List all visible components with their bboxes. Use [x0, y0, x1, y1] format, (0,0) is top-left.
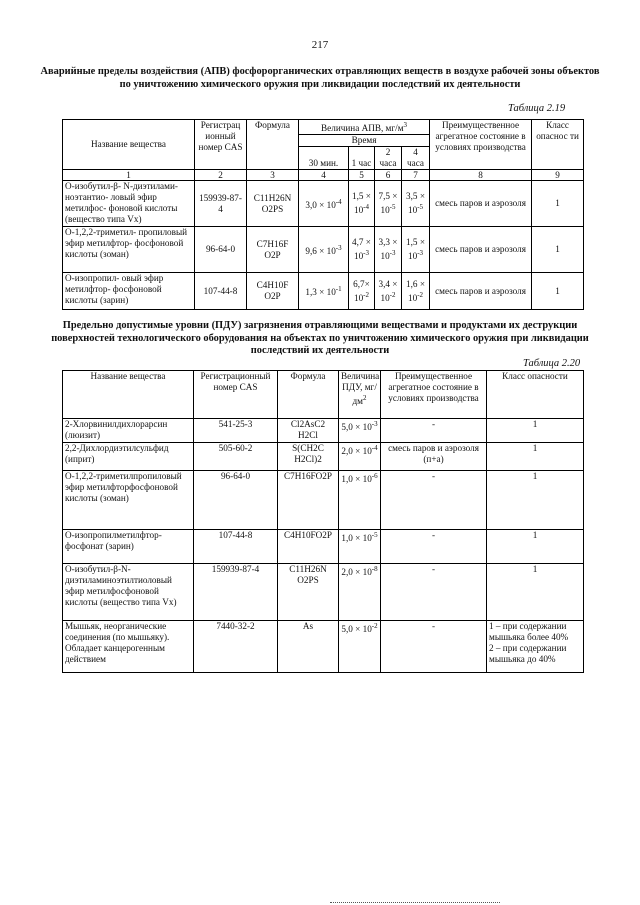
hazard-class: 1 [532, 181, 584, 227]
col-number: 2 [195, 170, 247, 181]
cas-number: 505-60-2 [194, 443, 278, 471]
aggregate-state: - [381, 419, 487, 443]
header-apv: Величина АПВ, $мг/м^3$ [299, 120, 430, 135]
hazard-class-line: 1 – при содержании мышьяка более 40% [489, 621, 569, 642]
cas-number: 541-25-3 [194, 419, 278, 443]
cas-number: 107-44-8 [195, 273, 247, 310]
hazard-class: 1 [532, 227, 584, 273]
aggregate-state: смесь паров и аэрозоля [430, 181, 532, 227]
formula: C4H10FO2P [278, 530, 339, 564]
table-row [63, 443, 584, 471]
apv-1h: $6,7\times 10^{-2}$ [349, 273, 375, 310]
aggregate-state: смесь паров и аэрозоля [430, 273, 532, 310]
pdu-value: $5,0 \times 10^{-3}$ [339, 419, 381, 443]
formula: C7H16F O2P [247, 227, 299, 273]
hazard-class [487, 621, 584, 673]
header-pdu: Величина ПДУ, $мг/дм^2$ [339, 371, 381, 419]
bottom-dotted-rule [330, 902, 500, 903]
formula: C7H16FO2P [278, 471, 339, 530]
hazard-class: 1 [487, 471, 584, 530]
table-2-19-caption: Таблица 2.19 [508, 103, 566, 114]
apv-1h: $4,7 \times 10^{-3}$ [349, 227, 375, 273]
header-state: Преимущественное агрегатное состояние в условиях производства [430, 120, 532, 170]
pdu-value: $1,0 \times 10^{-5}$ [339, 530, 381, 564]
cas-number: 7440-32-2 [194, 621, 278, 673]
apv-2h: $3,3 \times 10^{-3}$ [375, 227, 402, 273]
header-time: Время [299, 135, 430, 147]
pdu-value: $1,0 \times 10^{-6}$ [339, 471, 381, 530]
apv-4h: $3,5 \times 10^{-5}$ [402, 181, 430, 227]
table-row [63, 471, 584, 530]
header-state: Преимущественное агрегатное состояние в условиях производства [381, 371, 487, 419]
substance-name: О-изопропил- овый эфир метилфтор- фосфоновой кислоты (зарин) [63, 273, 195, 310]
header-2h: 2 часа [375, 147, 402, 170]
substance-name: 2,2-Дихлордиэтилсульфид (иприт) [63, 443, 194, 471]
col-number: 8 [430, 170, 532, 181]
table-2-20-title: Предельно допустимые уровни (ПДУ) загрязнения отравляющими веществами и продуктами их деструкции поверхностей технологического оборудования на объектах по уничтожению химического оружия при ликвидации последствий их деятельности [51, 320, 589, 356]
apv-2h: $7,5 \times 10^{-5}$ [375, 181, 402, 227]
substance-name: О-1,2,2-триметил- пропиловый эфир метилфтор- фосфоновой кислоты (зоман) [63, 227, 195, 273]
hazard-class: 1 [487, 564, 584, 621]
table-2-20-caption: Таблица 2.20 [523, 358, 581, 369]
apv-30min: $9,6 \times 10^{-3}$ [299, 227, 349, 273]
header-class: Класс опасности [487, 371, 584, 419]
table-row [63, 227, 584, 273]
aggregate-state: - [381, 621, 487, 673]
col-number: 6 [375, 170, 402, 181]
cas-number: 159939-87-4 [195, 181, 247, 227]
table-row [63, 564, 584, 621]
cas-number: 96-64-0 [195, 227, 247, 273]
hazard-class: 1 [532, 273, 584, 310]
aggregate-state: - [381, 564, 487, 621]
aggregate-state: - [381, 530, 487, 564]
col-number: 3 [247, 170, 299, 181]
apv-1h: $1,5 \times 10^{-4}$ [349, 181, 375, 227]
header-name: Название вещества [63, 120, 195, 170]
hazard-class: 1 [487, 443, 584, 471]
hazard-class-line: 2 – при содержании мышьяка до 40% [489, 643, 567, 664]
col-number: 4 [299, 170, 349, 181]
cas-number: 107-44-8 [194, 530, 278, 564]
table-row [63, 530, 584, 564]
pdu-table [62, 370, 584, 673]
header-cas: Регистрац ионный номер CAS [195, 120, 247, 170]
apv-30min: $1,3 \times 10^{-1}$ [299, 273, 349, 310]
apv-4h: $1,6 \times 10^{-2}$ [402, 273, 430, 310]
formula: C4H10F O2P [247, 273, 299, 310]
header-name: Название вещества [63, 371, 194, 419]
pdu-value: $2,0 \times 10^{-4}$ [339, 443, 381, 471]
substance-name: 2-Хлорвинилдихлорарсин (люизит) [63, 419, 194, 443]
column-numbers-row [63, 170, 584, 181]
hazard-class: 1 [487, 419, 584, 443]
header-1h: 1 час [349, 147, 375, 170]
table-row [63, 621, 584, 673]
formula: As [278, 621, 339, 673]
header-30min: 30 мин. [299, 147, 349, 170]
table-row [63, 181, 584, 227]
aggregate-state: смесь паров и аэрозоля (п+а) [381, 443, 487, 471]
header-formula: Формула [278, 371, 339, 419]
cas-number: 96-64-0 [194, 471, 278, 530]
table-2-19-title: Аварийные пределы воздействия (АПВ) фосфорорганических отравляющих веществ в воздухе рабочей зоны объектов по уничтожению химического оружия при ликвидации последствий их деятельности [40, 66, 600, 90]
col-number: 9 [532, 170, 584, 181]
col-number: 7 [402, 170, 430, 181]
substance-name: О-изобутил-β-N-диэтиламиноэтилтиоловый эфир метилфосфоновой кислоты (вещество типа Vx) [63, 564, 194, 621]
page-number: 217 [311, 39, 329, 51]
table-row [63, 273, 584, 310]
formula: C11H26N O2PS [278, 564, 339, 621]
aggregate-state: - [381, 471, 487, 530]
apv-table [62, 119, 584, 310]
cas-number: 159939-87-4 [194, 564, 278, 621]
apv-4h: $1,5 \times 10^{-3}$ [402, 227, 430, 273]
formula: Cl2AsC2 H2Cl [278, 419, 339, 443]
header-4h: 4 часа [402, 147, 430, 170]
header-class: Класс опаснос ти [532, 120, 584, 170]
apv-2h: $3,4 \times 10^{-2}$ [375, 273, 402, 310]
substance-name: О-изобутил-β- N-диэтилами-ноэтантио- ловый эфир метилфос- фоновой кислоты (вещество типа Vx) [63, 181, 195, 227]
substance-name: О-изопропилметилфтор-фосфонат (зарин) [63, 530, 194, 564]
col-number: 5 [349, 170, 375, 181]
header-formula: Формула [247, 120, 299, 170]
col-number: 1 [63, 170, 195, 181]
pdu-value: $2,0 \times 10^{-8}$ [339, 564, 381, 621]
substance-name: О-1,2,2-триметилпропиловый эфир метилфторфосфоновой кислоты (зоман) [63, 471, 194, 530]
header-cas: Регистрационный номер CAS [194, 371, 278, 419]
hazard-class: 1 [487, 530, 584, 564]
formula: C11H26N O2PS [247, 181, 299, 227]
formula: S(CH2C H2Cl)2 [278, 443, 339, 471]
substance-name: Мышьяк, неорганические соединения (по мышьяку). Обладает канцерогенным действием [63, 621, 194, 673]
pdu-value: $5,0 \times 10^{-2}$ [339, 621, 381, 673]
apv-30min: $3,0 \times 10^{-4}$ [299, 181, 349, 227]
aggregate-state: смесь паров и аэрозоля [430, 227, 532, 273]
table-row [63, 419, 584, 443]
